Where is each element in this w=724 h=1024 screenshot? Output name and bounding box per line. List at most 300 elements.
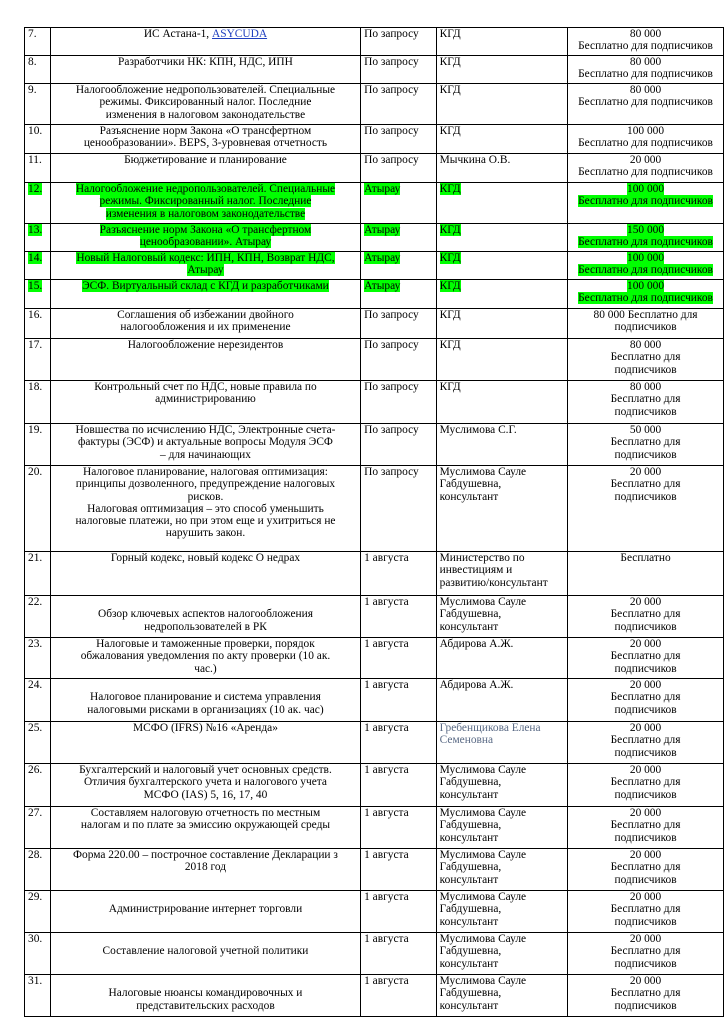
cell-line: подписчиков	[614, 490, 677, 503]
cell-line: Абдирова А.Ж.	[439, 679, 514, 691]
cell-line: администрированию	[155, 393, 256, 406]
cell-line: Габдушевна,	[439, 861, 502, 874]
seminar-title	[50, 596, 360, 638]
seminar-title	[50, 56, 360, 84]
cell-line: подписчиков	[614, 788, 677, 801]
seminar-price	[568, 224, 724, 252]
seminar-date-text: 1 августа	[364, 596, 409, 608]
cell-line: налогообложения и их применение	[120, 321, 291, 334]
cell-line: Бесплатно для	[610, 650, 681, 663]
seminar-speaker	[436, 679, 567, 722]
cell-line: Бесплатно для подписчиков	[578, 292, 713, 305]
seminar-speaker	[436, 125, 567, 154]
seminar-speaker	[436, 183, 567, 224]
cell-line: Муслимова Сауле	[439, 807, 527, 819]
seminar-date-text: Атырау	[364, 224, 401, 236]
cell-line: консультант	[439, 873, 499, 886]
cell-line: 20 000	[629, 975, 662, 987]
seminar-title	[50, 679, 360, 722]
cell-line: Абдирова А.Ж.	[439, 638, 514, 650]
cell-line: Муслимова Сауле	[439, 849, 527, 861]
cell-line: КГД	[439, 381, 461, 393]
seminar-speaker	[436, 224, 567, 252]
cell-line: Муслимова Сауле	[439, 764, 527, 776]
seminar-speaker	[436, 280, 567, 309]
table-row	[25, 224, 724, 252]
cell-line: Отличия бухгалтерского учета и налогового учета	[83, 776, 327, 789]
cell-line: 20 000	[629, 891, 662, 903]
cell-line: 80 000	[629, 339, 662, 351]
seminar-speaker	[436, 252, 567, 280]
seminar-title	[50, 339, 360, 381]
seminar-date	[361, 975, 437, 1017]
row-number-text: 30.	[28, 933, 43, 945]
cell-line: Габдушевна,	[439, 608, 502, 621]
row-number	[25, 638, 51, 679]
row-number	[25, 466, 51, 552]
cell-line: Бесплатно для подписчиков	[578, 195, 713, 208]
cell-line: МСФО (IFRS) №16 «Аренда»	[133, 722, 278, 734]
cell-line: Бесплатно	[620, 552, 671, 564]
cell-line: Бесплатно для	[610, 478, 681, 491]
seminar-speaker	[436, 638, 567, 679]
cell-line: Габдушевна,	[439, 478, 502, 491]
seminar-speaker	[436, 466, 567, 552]
seminar-price	[568, 339, 724, 381]
row-number	[25, 975, 51, 1017]
cell-line: фактуры (ЭСФ) и актуальные вопросы Модуля ЭСФ	[77, 436, 333, 449]
cell-line: консультант	[439, 957, 499, 970]
table-row	[25, 125, 724, 154]
row-number-text: 10.	[28, 125, 43, 137]
seminar-price	[568, 84, 724, 125]
cell-line: Габдушевна,	[439, 903, 502, 916]
seminar-price	[568, 933, 724, 975]
table-row	[25, 154, 724, 183]
cell-line: КГД	[439, 280, 461, 292]
cell-line: 20 000	[629, 807, 662, 819]
seminar-date-text: 1 августа	[364, 933, 409, 945]
seminar-date-text: По запросу	[364, 84, 419, 96]
table-row	[25, 84, 724, 125]
cell-line: Бесплатно для	[610, 608, 681, 621]
seminar-table-body	[25, 28, 724, 1017]
cell-line: КГД	[439, 84, 461, 96]
seminar-price	[568, 309, 724, 339]
seminar-price	[568, 28, 724, 56]
seminar-title	[50, 638, 360, 679]
seminar-title	[50, 84, 360, 125]
seminar-title	[50, 154, 360, 183]
seminar-date-text: Атырау	[364, 252, 401, 264]
row-number	[25, 125, 51, 154]
seminar-price	[568, 466, 724, 552]
seminar-title	[50, 891, 360, 933]
seminar-title	[50, 975, 360, 1017]
table-row	[25, 339, 724, 381]
seminar-speaker	[436, 154, 567, 183]
row-number-text: 23.	[28, 638, 43, 650]
seminar-price	[568, 807, 724, 849]
cell-line: 80 000	[629, 84, 662, 96]
cell-line: Бесплатно для подписчиков	[578, 137, 713, 150]
seminar-price	[568, 679, 724, 722]
row-number-text: 29.	[28, 891, 43, 903]
table-row	[25, 280, 724, 309]
row-number-text: 17.	[28, 339, 43, 351]
table-row	[25, 933, 724, 975]
cell-line: 100 000	[627, 252, 665, 264]
cell-line: консультант	[439, 620, 499, 633]
cell-line: Составляем налоговую отчетность по местным	[90, 807, 321, 819]
cell-line: режимы. Фиксированный налог. Последние	[99, 195, 312, 208]
table-row	[25, 722, 724, 764]
row-number	[25, 424, 51, 466]
cell-line: режимы. Фиксированный налог. Последние	[99, 96, 312, 109]
seminar-date	[361, 596, 437, 638]
cell-line: Бесплатно для	[610, 819, 681, 832]
seminar-price	[568, 125, 724, 154]
row-number	[25, 183, 51, 224]
cell-line: подписчиков	[614, 873, 677, 886]
seminar-date-text: По запросу	[364, 125, 419, 137]
row-number-text: 9.	[28, 84, 37, 96]
cell-line: Бесплатно для подписчиков	[578, 236, 713, 249]
row-number	[25, 679, 51, 722]
cell-line: КГД	[439, 309, 461, 321]
cell-line: налоговые платежи, но при этом еще и ухитриться не	[75, 515, 336, 528]
row-number	[25, 339, 51, 381]
cell-line: Бесплатно для	[610, 734, 681, 747]
cell-line: подписчиков	[614, 703, 677, 716]
cell-line: налоговыми рисками в организациях (10 ак. час)	[87, 703, 324, 716]
row-number-text: 25.	[28, 722, 43, 734]
seminar-date	[361, 339, 437, 381]
cell-line: Бесплатно для	[610, 776, 681, 789]
cell-line: 20 000	[629, 679, 662, 691]
cell-line: налогам и по плате за эмиссию окружающей среды	[80, 819, 331, 832]
cell-line: подписчиков	[614, 957, 677, 970]
cell-line: обжалования уведомления по акту проверки (10 ак.	[80, 650, 331, 663]
seminar-speaker	[436, 596, 567, 638]
cell-line: Габдушевна,	[439, 819, 502, 832]
seminar-price	[568, 381, 724, 424]
cell-line: КГД	[439, 183, 461, 195]
seminar-date	[361, 28, 437, 56]
cell-line: Новый Налоговый кодекс: ИПН, КПН, Возврат НДС,	[76, 252, 335, 264]
cell-line: Бесплатно для подписчиков	[578, 40, 713, 53]
row-number	[25, 154, 51, 183]
cell-line: изменения в налоговом законодательстве	[105, 108, 306, 121]
cell-line: Атырау	[187, 264, 224, 277]
row-number	[25, 722, 51, 764]
seminar-date	[361, 849, 437, 891]
table-row	[25, 975, 724, 1017]
seminar-speaker	[436, 933, 567, 975]
cell-line: 100 000	[627, 183, 665, 195]
row-number-text: 13.	[28, 224, 43, 236]
seminar-date	[361, 552, 437, 596]
seminar-title	[50, 764, 360, 807]
seminar-date-text: 1 августа	[364, 722, 409, 734]
seminar-title	[50, 224, 360, 252]
seminar-speaker	[436, 56, 567, 84]
cell-line: Бесплатно для	[610, 436, 681, 449]
row-number	[25, 381, 51, 424]
cell-line: консультант	[439, 999, 499, 1012]
seminar-date-text: По запросу	[364, 309, 419, 321]
seminar-speaker	[436, 424, 567, 466]
cell-line: Контрольный счет по НДС, новые правила по	[94, 381, 317, 393]
seminar-price	[568, 252, 724, 280]
cell-line: ценообразовании». BEPS, 3-уровневая отчетность	[83, 137, 328, 150]
seminar-date	[361, 280, 437, 309]
row-number	[25, 596, 51, 638]
seminar-title	[50, 722, 360, 764]
seminar-date-text: 1 августа	[364, 849, 409, 861]
cell-line: Бесплатно для подписчиков	[578, 166, 713, 179]
row-number	[25, 933, 51, 975]
cell-line: 100 000	[627, 280, 665, 292]
seminar-table	[24, 27, 724, 1017]
seminar-speaker	[436, 84, 567, 125]
table-row	[25, 381, 724, 424]
seminar-date-text: 1 августа	[364, 807, 409, 819]
cell-line: 20 000	[629, 596, 662, 608]
cell-line: КГД	[439, 252, 461, 264]
table-row	[25, 28, 724, 56]
row-number	[25, 84, 51, 125]
seminar-speaker	[436, 309, 567, 339]
cell-line: консультант	[439, 490, 499, 503]
cell-line: представительских расходов	[136, 999, 275, 1012]
table-row	[25, 638, 724, 679]
seminar-date	[361, 424, 437, 466]
seminar-date	[361, 381, 437, 424]
cell-line: Гребенщикова Елена	[439, 722, 541, 734]
seminar-title	[50, 933, 360, 975]
seminar-speaker	[436, 28, 567, 56]
row-number-text: 8.	[28, 56, 37, 68]
cell-line: Форма 220.00 – построчное составление Декларации з	[73, 849, 338, 861]
table-row	[25, 183, 724, 224]
row-number-text: 18.	[28, 381, 43, 393]
row-number	[25, 28, 51, 56]
seminar-title	[50, 28, 360, 56]
seminar-title	[50, 424, 360, 466]
row-number	[25, 807, 51, 849]
cell-line: КГД	[439, 224, 461, 236]
cell-line: 20 000	[629, 154, 662, 166]
cell-line: Налоговые и таможенные проверки, порядок	[96, 638, 315, 650]
cell-line: ценообразовании». Атырау	[139, 236, 272, 249]
row-number-text: 21.	[28, 552, 43, 564]
seminar-title	[50, 807, 360, 849]
table-row	[25, 891, 724, 933]
row-number	[25, 764, 51, 807]
cell-line: Габдушевна,	[439, 987, 502, 1000]
seminar-price	[568, 56, 724, 84]
seminar-date	[361, 466, 437, 552]
seminar-date-text: 1 августа	[364, 638, 409, 650]
cell-line: недропользователей в РК	[144, 620, 267, 633]
cell-line: Обзор ключевых аспектов налогообложения	[97, 608, 313, 621]
seminar-title	[50, 309, 360, 339]
cell-line: Администрирование интернет торговли	[108, 903, 303, 916]
cell-line: Бюджетирование и планирование	[124, 154, 287, 166]
cell-line: Бесплатно для	[610, 393, 681, 406]
seminar-title	[50, 183, 360, 224]
seminar-date	[361, 891, 437, 933]
cell-line: Муслимова С.Г.	[439, 424, 517, 436]
cell-line: Бесплатно для	[610, 691, 681, 704]
cell-line: подписчиков	[614, 363, 677, 376]
cell-line: подписчиков	[614, 321, 677, 334]
seminar-date	[361, 933, 437, 975]
cell-line: подписчиков	[614, 662, 677, 675]
cell-line: 80 000	[629, 28, 662, 40]
cell-line: 100 000	[627, 125, 665, 137]
seminar-speaker	[436, 807, 567, 849]
row-number-text: 11.	[28, 154, 42, 166]
row-number-text: 15.	[28, 280, 43, 292]
cell-line: Бесплатно для	[610, 903, 681, 916]
table-row	[25, 552, 724, 596]
seminar-price	[568, 552, 724, 596]
cell-line: подписчиков	[614, 831, 677, 844]
seminar-date-text: Атырау	[364, 183, 401, 195]
seminar-date-text: 1 августа	[364, 764, 409, 776]
cell-line: Бухгалтерский и налоговый учет основных средств.	[79, 764, 332, 776]
seminar-date-text: 1 августа	[364, 552, 409, 564]
row-number-text: 31.	[28, 975, 43, 987]
seminar-date-text: По запросу	[364, 56, 419, 68]
table-row	[25, 56, 724, 84]
table-row	[25, 466, 724, 552]
cell-line: Бесплатно для	[610, 987, 681, 1000]
seminar-date	[361, 722, 437, 764]
cell-line: Министерство по	[439, 552, 525, 564]
row-number	[25, 552, 51, 596]
cell-line: 20 000	[629, 933, 662, 945]
seminar-date	[361, 764, 437, 807]
seminar-price	[568, 764, 724, 807]
cell-line: Бесплатно для подписчиков	[578, 68, 713, 81]
seminar-price	[568, 280, 724, 309]
cell-line: рисков.	[187, 490, 224, 503]
seminar-speaker	[436, 891, 567, 933]
cell-line: Разработчики НК: КПН, НДС, ИПН	[118, 56, 293, 68]
cell-line: МСФО (IAS) 5, 16, 17, 40	[143, 788, 268, 801]
cell-line: Новшества по исчислению НДС, Электронные счета-	[75, 424, 336, 436]
cell-line: Бесплатно для подписчиков	[578, 264, 713, 277]
cell-line: консультант	[439, 915, 499, 928]
seminar-price	[568, 183, 724, 224]
cell-line: Налоговые нюансы командировочных и	[108, 987, 303, 1000]
row-number-text: 26.	[28, 764, 43, 776]
seminar-speaker	[436, 339, 567, 381]
cell-line: Налогообложение недропользователей. Специальные	[75, 183, 336, 195]
table-row	[25, 679, 724, 722]
cell-line: 20 000	[629, 722, 662, 734]
seminar-title	[50, 280, 360, 309]
seminar-speaker-text: КГД	[439, 28, 461, 40]
seminar-date-text: 1 августа	[364, 891, 409, 903]
seminar-title-text: ИС Астана-1,	[143, 28, 213, 40]
cell-line: Налоговое планирование, налоговая оптимизация:	[82, 466, 328, 478]
cell-line: КГД	[439, 56, 461, 68]
row-number-text: 22.	[28, 596, 43, 608]
seminar-price	[568, 596, 724, 638]
seminar-date	[361, 224, 437, 252]
seminar-date	[361, 84, 437, 125]
row-number-text: 27.	[28, 807, 43, 819]
seminar-date-text: 1 августа	[364, 975, 409, 987]
seminar-date-text: По запросу	[364, 339, 419, 351]
seminar-title	[50, 466, 360, 552]
row-number-text: 28.	[28, 849, 43, 861]
row-number-text: 20.	[28, 466, 43, 478]
seminar-price	[568, 424, 724, 466]
row-number	[25, 309, 51, 339]
asycuda-link[interactable]: ASYCUDA	[212, 28, 268, 40]
seminar-title	[50, 849, 360, 891]
seminar-date	[361, 183, 437, 224]
cell-line: Бесплатно для	[610, 351, 681, 364]
seminar-date	[361, 638, 437, 679]
cell-line: 50 000	[629, 424, 662, 436]
seminar-price	[568, 154, 724, 183]
row-number-text: 12.	[28, 183, 43, 195]
cell-line: подписчиков	[614, 915, 677, 928]
cell-line: изменения в налоговом законодательстве	[105, 207, 306, 220]
seminar-speaker	[436, 975, 567, 1017]
cell-line: подписчиков	[614, 746, 677, 759]
seminar-date-text: Атырау	[364, 280, 401, 292]
seminar-date-text: По запросу	[364, 28, 419, 40]
seminar-date	[361, 56, 437, 84]
row-number-text: 7.	[28, 28, 37, 40]
table-row	[25, 807, 724, 849]
cell-line: 80 000 Бесплатно для	[593, 309, 698, 321]
seminar-title	[50, 252, 360, 280]
seminar-price	[568, 849, 724, 891]
cell-line: Разъяснение норм Закона «О трансфертном	[99, 125, 312, 137]
seminar-price	[568, 638, 724, 679]
cell-line: Соглашения об избежании двойного	[117, 309, 294, 321]
table-row	[25, 252, 724, 280]
cell-line: Бесплатно для подписчиков	[578, 96, 713, 109]
seminar-date-text: 1 августа	[364, 679, 409, 691]
cell-line: принципы дозволенного, предупреждение налоговых	[75, 478, 336, 491]
cell-line: 150 000	[627, 224, 665, 236]
seminar-date-text: По запросу	[364, 154, 419, 166]
cell-line: Муслимова Сауле	[439, 933, 527, 945]
cell-line: Бесплатно для	[610, 945, 681, 958]
row-number-text: 19.	[28, 424, 43, 436]
cell-line: Муслимова Сауле	[439, 891, 527, 903]
cell-line: Бесплатно для	[610, 861, 681, 874]
seminar-date	[361, 309, 437, 339]
cell-line: Мычкина О.В.	[439, 154, 511, 166]
cell-line: 20 000	[629, 466, 662, 478]
cell-line: ЭСФ. Виртуальный склад с КГД и разработчиками	[82, 280, 329, 292]
seminar-date	[361, 679, 437, 722]
cell-line: подписчиков	[614, 448, 677, 461]
cell-line: час.)	[194, 662, 217, 675]
seminar-speaker	[436, 764, 567, 807]
cell-line: консультант	[439, 831, 499, 844]
